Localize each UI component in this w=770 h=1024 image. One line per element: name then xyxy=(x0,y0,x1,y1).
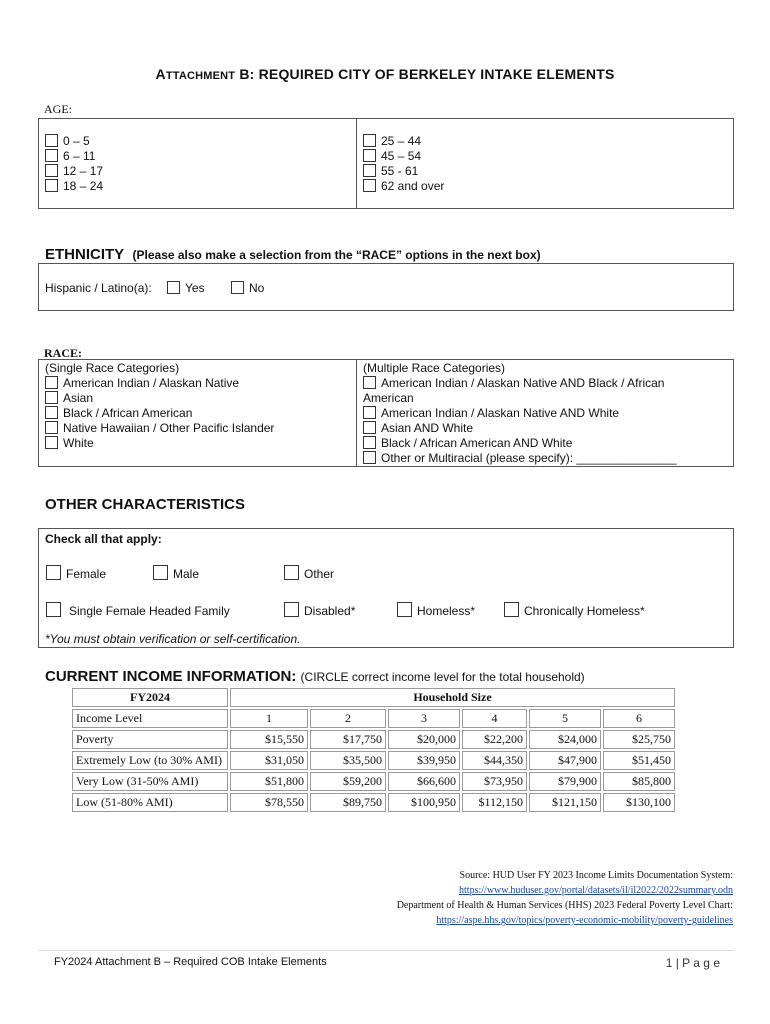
checkbox[interactable] xyxy=(45,164,58,177)
race-option[interactable]: Black / African American xyxy=(45,406,192,421)
income-cell[interactable]: $51,800 xyxy=(230,772,308,791)
checkbox[interactable] xyxy=(45,376,58,389)
huduser-link[interactable]: https://www.huduser.gov/portal/datasets/il/il2022/2022summary.odn xyxy=(459,885,733,896)
race-single-heading: (Single Race Categories) xyxy=(45,361,180,375)
checkbox[interactable] xyxy=(45,406,58,419)
row-label: Extremely Low (to 30% AMI) xyxy=(72,751,228,770)
race-option[interactable]: American Indian / Alaskan Native xyxy=(45,376,239,391)
checkbox[interactable] xyxy=(45,436,58,449)
table-row xyxy=(72,688,675,707)
income-cell[interactable]: $31,050 xyxy=(230,751,308,770)
race-option[interactable]: American Indian / Alaskan Native AND Black / African xyxy=(363,376,664,391)
age-option[interactable]: 25 – 44 xyxy=(363,134,421,149)
race-option[interactable]: Asian AND White xyxy=(363,421,473,436)
household-size-header: Household Size xyxy=(230,688,675,707)
age-option[interactable]: 55 - 61 xyxy=(363,164,418,179)
single-female-option[interactable]: Single Female Headed Family xyxy=(46,602,230,619)
title-cap: A xyxy=(155,66,166,82)
age-option[interactable]: 18 – 24 xyxy=(45,179,103,194)
checkbox[interactable] xyxy=(363,421,376,434)
hispanic-question: Hispanic / Latino(a): xyxy=(45,281,152,295)
checkbox[interactable] xyxy=(231,281,244,294)
page-number: 1 | P a g e xyxy=(665,956,720,970)
income-cell[interactable]: $22,200 xyxy=(462,730,527,749)
checkbox[interactable] xyxy=(504,602,519,617)
checkbox[interactable] xyxy=(153,565,168,580)
checkbox[interactable] xyxy=(45,421,58,434)
income-cell[interactable]: $25,750 xyxy=(603,730,675,749)
income-cell[interactable]: $17,750 xyxy=(310,730,386,749)
verification-footnote: *You must obtain verification or self-certification. xyxy=(45,632,301,646)
age-option[interactable]: 0 – 5 xyxy=(45,134,90,149)
chronic-homeless-option[interactable]: Chronically Homeless* xyxy=(504,602,645,619)
other-heading: OTHER CHARACTERISTICS xyxy=(45,496,246,513)
checkbox[interactable] xyxy=(363,406,376,419)
age-option[interactable]: 6 – 11 xyxy=(45,149,95,164)
income-cell[interactable]: $78,550 xyxy=(230,793,308,812)
size-cell: 2 xyxy=(310,709,386,728)
race-multi-heading: (Multiple Race Categories) xyxy=(363,361,506,375)
race-divider xyxy=(356,359,357,467)
checkbox[interactable] xyxy=(46,565,61,580)
female-option[interactable]: Female xyxy=(46,565,106,582)
size-cell: 4 xyxy=(462,709,527,728)
homeless-option[interactable]: Homeless* xyxy=(397,602,475,619)
table-row xyxy=(72,772,675,791)
other-option[interactable]: Other xyxy=(284,565,334,582)
age-option[interactable]: 12 – 17 xyxy=(45,164,103,179)
income-cell[interactable]: $15,550 xyxy=(230,730,308,749)
checkbox[interactable] xyxy=(397,602,412,617)
checkbox[interactable] xyxy=(167,281,180,294)
race-option[interactable]: White xyxy=(45,436,94,451)
source-line-2: Department of Health & Human Services (HHS) 2023 Federal Poverty Level Chart: xyxy=(396,900,733,911)
income-cell[interactable]: $121,150 xyxy=(529,793,601,812)
race-option[interactable]: Black / African American AND White xyxy=(363,436,572,451)
checkbox[interactable] xyxy=(284,602,299,617)
income-cell[interactable]: $59,200 xyxy=(310,772,386,791)
footer-rule xyxy=(38,950,734,951)
ethnicity-heading: ETHNICITY (Please also make a selection from the “RACE” options in the next box) xyxy=(45,246,541,263)
income-note: (CIRCLE correct income level for the total household) xyxy=(300,670,585,684)
race-option-other[interactable]: Other or Multiracial (please specify): _______________ xyxy=(363,451,677,466)
table-row xyxy=(72,751,675,770)
income-cell[interactable]: $79,900 xyxy=(529,772,601,791)
checkbox[interactable] xyxy=(46,602,61,617)
checkbox[interactable] xyxy=(363,376,376,389)
size-cell: 1 xyxy=(230,709,308,728)
race-label: RACE: xyxy=(44,346,82,360)
race-option[interactable]: Asian xyxy=(45,391,93,406)
table-row xyxy=(72,709,675,728)
checkbox[interactable] xyxy=(363,436,376,449)
source-line-1: Source: HUD User FY 2023 Income Limits Documentation System: xyxy=(459,870,733,881)
hispanic-yes[interactable]: Yes xyxy=(167,281,205,296)
male-option[interactable]: Male xyxy=(153,565,199,582)
income-cell[interactable]: $51,450 xyxy=(603,751,675,770)
hispanic-no[interactable]: No xyxy=(231,281,264,296)
table-row xyxy=(72,793,675,812)
table-row xyxy=(72,730,675,749)
size-cell: 6 xyxy=(603,709,675,728)
income-cell[interactable]: $100,950 xyxy=(388,793,460,812)
footer-title: FY2024 Attachment B – Required COB Intake Elements xyxy=(54,956,327,968)
income-cell[interactable]: $85,800 xyxy=(603,772,675,791)
income-level-header: Income Level xyxy=(72,709,228,728)
checkbox[interactable] xyxy=(363,164,376,177)
income-cell[interactable]: $130,100 xyxy=(603,793,675,812)
checkbox[interactable] xyxy=(363,179,376,192)
income-cell[interactable]: $89,750 xyxy=(310,793,386,812)
checkbox[interactable] xyxy=(45,391,58,404)
checkbox[interactable] xyxy=(45,149,58,162)
checkbox[interactable] xyxy=(45,179,58,192)
income-cell[interactable]: $112,150 xyxy=(462,793,527,812)
checkbox[interactable] xyxy=(45,134,58,147)
income-cell[interactable]: $35,500 xyxy=(310,751,386,770)
row-label: Very Low (31-50% AMI) xyxy=(72,772,228,791)
income-table xyxy=(70,686,677,814)
checkbox[interactable] xyxy=(363,451,376,464)
age-divider xyxy=(356,118,357,209)
age-option[interactable]: 62 and over xyxy=(363,179,444,194)
income-cell[interactable]: $20,000 xyxy=(388,730,460,749)
checkbox[interactable] xyxy=(363,149,376,162)
size-cell: 5 xyxy=(529,709,601,728)
source-block xyxy=(397,868,733,928)
income-cell[interactable]: $39,950 xyxy=(388,751,460,770)
size-cell: 3 xyxy=(388,709,460,728)
age-option[interactable]: 45 – 54 xyxy=(363,149,421,164)
checkbox[interactable] xyxy=(284,565,299,580)
disabled-option[interactable]: Disabled* xyxy=(284,602,355,619)
row-label: Poverty xyxy=(72,730,228,749)
race-option-continued: American xyxy=(363,391,414,405)
race-option[interactable]: American Indian / Alaskan Native AND White xyxy=(363,406,619,421)
row-label: Low (51-80% AMI) xyxy=(72,793,228,812)
title-small: TTACHMENT xyxy=(165,70,236,82)
ethnicity-note: (Please also make a selection from the “RACE” options in the next box) xyxy=(132,248,541,262)
income-cell[interactable]: $47,900 xyxy=(529,751,601,770)
race-option[interactable]: Native Hawaiian / Other Pacific Islander xyxy=(45,421,274,436)
fy-header: FY2024 xyxy=(72,688,228,707)
income-cell[interactable]: $73,950 xyxy=(462,772,527,791)
income-heading: CURRENT INCOME INFORMATION: (CIRCLE correct income level for the total household) xyxy=(45,668,585,685)
income-cell[interactable]: $44,350 xyxy=(462,751,527,770)
checkbox[interactable] xyxy=(363,134,376,147)
income-cell[interactable]: $24,000 xyxy=(529,730,601,749)
title-rest: B: REQUIRED CITY OF BERKELEY INTAKE ELEMENTS xyxy=(239,66,615,82)
age-label: AGE: xyxy=(44,102,72,116)
check-all-label: Check all that apply: xyxy=(45,532,162,546)
page-title xyxy=(0,66,770,82)
income-cell[interactable]: $66,600 xyxy=(388,772,460,791)
hhs-link[interactable]: https://aspe.hhs.gov/topics/poverty-economic-mobility/poverty-guidelines xyxy=(436,915,733,926)
